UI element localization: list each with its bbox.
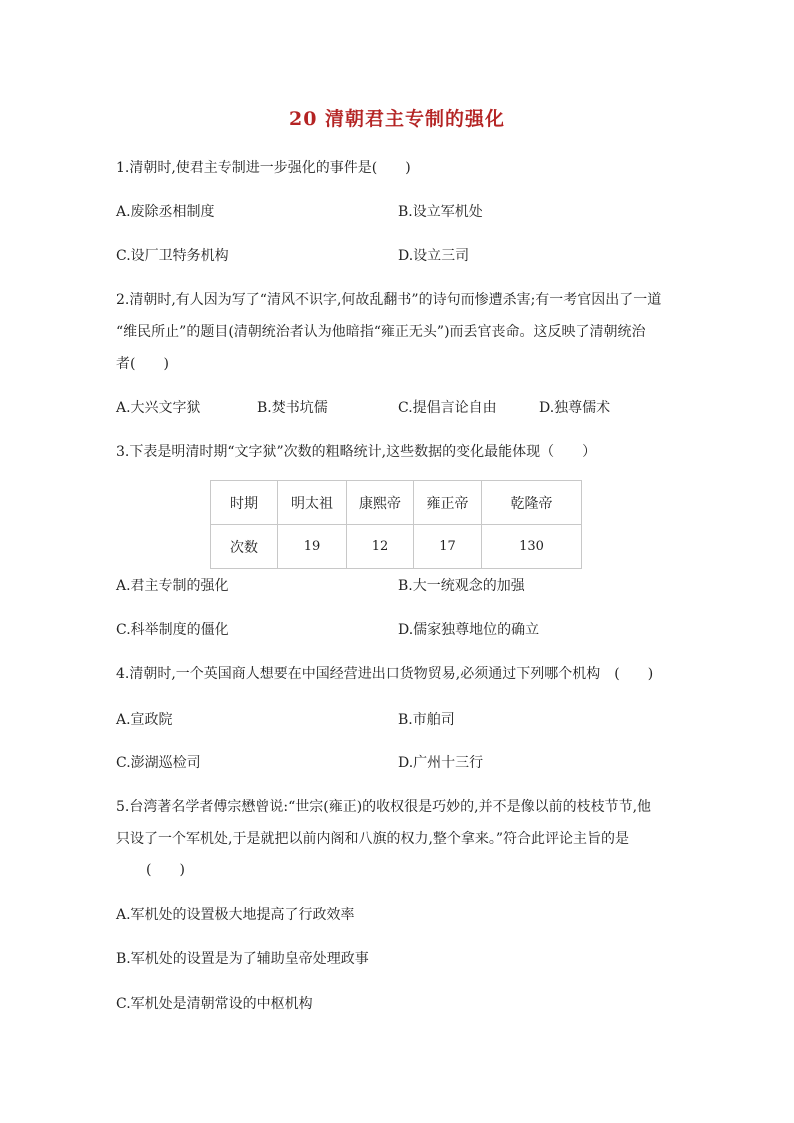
question-2-option-b: B.焚书坑儒 xyxy=(257,400,328,416)
question-2-stem-line-1: 2.清朝时,有人因为写了“清风不识字,何故乱翻书”的诗句而惨遭杀害;有一考官因出了一道 xyxy=(116,292,662,308)
table-cell: 17 xyxy=(414,525,482,569)
question-2-option-c: C.提倡言论自由 xyxy=(398,400,497,416)
statistics-table xyxy=(210,480,582,569)
table-cell: 12 xyxy=(347,525,414,569)
question-4-option-b: B.市舶司 xyxy=(398,712,455,728)
question-3-option-b: B.大一统观念的加强 xyxy=(398,578,525,594)
table-header-cell: 时期 xyxy=(211,481,278,525)
table-row xyxy=(211,525,582,569)
question-5-option-c: C.军机处是清朝常设的中枢机构 xyxy=(116,996,313,1012)
question-5-option-a: A.军机处的设置极大地提高了行政效率 xyxy=(116,907,355,923)
question-4-option-c: C.澎湖巡检司 xyxy=(116,755,201,771)
table-header-cell: 乾隆帝 xyxy=(482,481,582,525)
question-5-option-b: B.军机处的设置是为了辅助皇帝处理政事 xyxy=(116,951,369,967)
question-4-option-a: A.宣政院 xyxy=(116,712,173,728)
table-cell: 次数 xyxy=(211,525,278,569)
question-3-stem: 3.下表是明清时期“文字狱”次数的粗略统计,这些数据的变化最能体现（ ） xyxy=(116,444,597,460)
question-5-stem-line-2: 只设了一个军机处,于是就把以前内阁和八旗的权力,整个拿来。”符合此评论主旨的是 xyxy=(116,831,630,847)
question-1-option-d: D.设立三司 xyxy=(398,248,470,264)
table-header-cell: 雍正帝 xyxy=(414,481,482,525)
question-5-stem-line-1: 5.台湾著名学者傅宗懋曾说:“世宗(雍正)的收权很是巧妙的,并不是像以前的枝枝节节,他 xyxy=(116,799,652,815)
question-2-stem-line-2: “维民所止”的题目(清朝统治者认为他暗指“雍正无头”)而丢官丧命。这反映了清朝统治 xyxy=(116,324,646,340)
table-header-row xyxy=(211,481,582,525)
question-2-option-d: D.独尊儒术 xyxy=(539,400,611,416)
question-2-option-a: A.大兴文字狱 xyxy=(116,400,201,416)
table-header-cell: 康熙帝 xyxy=(347,481,414,525)
question-3-option-d: D.儒家独尊地位的确立 xyxy=(398,622,540,638)
table-cell: 130 xyxy=(482,525,582,569)
question-3-option-c: C.科举制度的僵化 xyxy=(116,622,229,638)
question-4-stem: 4.清朝时,一个英国商人想要在中国经营进出口货物贸易,必须通过下列哪个机构 ( ) xyxy=(116,666,654,682)
question-3-option-a: A.君主专制的强化 xyxy=(116,578,229,594)
question-5-stem-line-3: ( ) xyxy=(146,862,185,878)
page-title: 20 清朝君主专制的强化 xyxy=(288,108,506,130)
table-header-cell: 明太祖 xyxy=(278,481,347,525)
question-1-stem: 1.清朝时,使君主专制进一步强化的事件是( ) xyxy=(116,160,411,176)
question-1-option-a: A.废除丞相制度 xyxy=(116,204,215,220)
table-cell: 19 xyxy=(278,525,347,569)
question-1-option-c: C.设厂卫特务机构 xyxy=(116,248,229,264)
question-2-stem-line-3: 者( ) xyxy=(116,356,169,372)
question-1-option-b: B.设立军机处 xyxy=(398,204,483,220)
question-4-option-d: D.广州十三行 xyxy=(398,755,484,771)
